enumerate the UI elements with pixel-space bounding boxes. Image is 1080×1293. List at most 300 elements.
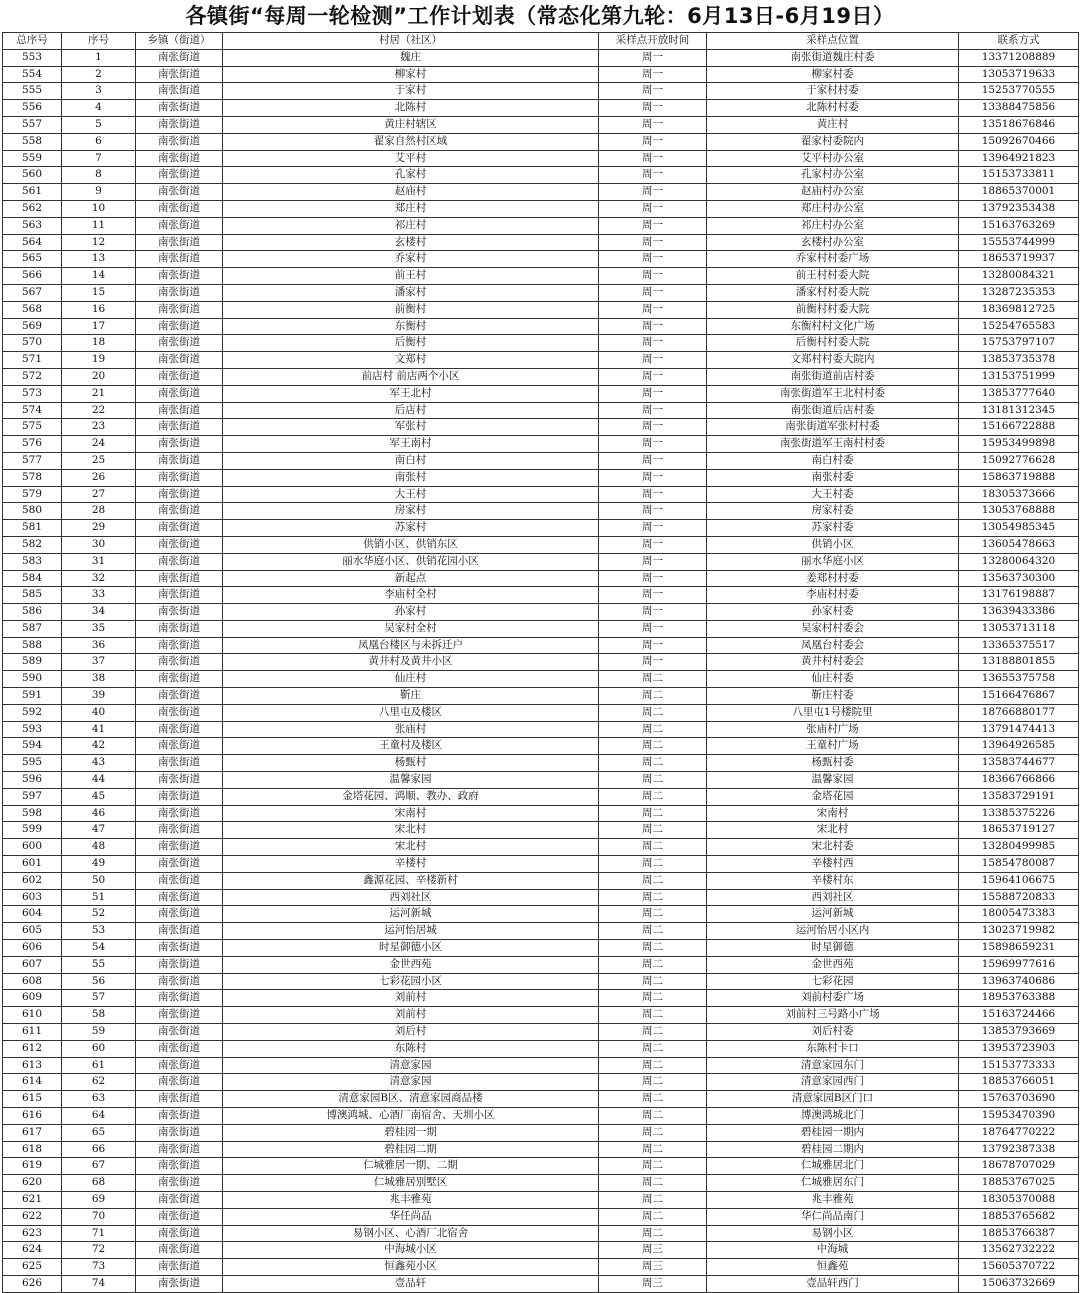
contact-cell: 13053713118 — [959, 620, 1079, 637]
total-index-cell: 618 — [3, 1141, 62, 1158]
open-time-cell: 周二 — [599, 1191, 707, 1208]
location-cell: 八里屯1号楼院里 — [707, 704, 959, 721]
contact-cell: 13853793669 — [959, 1024, 1079, 1041]
index-cell: 73 — [62, 1259, 136, 1276]
village-cell: 碧桂园一期 — [223, 1124, 599, 1141]
town-cell: 南张街道 — [136, 217, 223, 234]
open-time-cell: 周二 — [599, 973, 707, 990]
village-cell: 中海城小区 — [223, 1242, 599, 1259]
contact-cell: 18305370088 — [959, 1191, 1079, 1208]
open-time-cell: 周二 — [599, 872, 707, 889]
open-time-cell: 周二 — [599, 738, 707, 755]
total-index-cell: 611 — [3, 1024, 62, 1041]
village-cell: 黄庄村辖区 — [223, 116, 599, 133]
town-cell: 南张街道 — [136, 1007, 223, 1024]
location-cell: 南张街道军王南村村委 — [707, 436, 959, 453]
total-index-cell: 559 — [3, 150, 62, 167]
location-cell: 凤凰台村委会 — [707, 637, 959, 654]
village-cell: 清意家园 — [223, 1074, 599, 1091]
open-time-cell: 周一 — [599, 234, 707, 251]
index-cell: 70 — [62, 1208, 136, 1225]
location-cell: 南张街道军张村村委 — [707, 419, 959, 436]
town-cell: 南张街道 — [136, 1275, 223, 1292]
contact-cell: 18366766866 — [959, 772, 1079, 789]
total-index-cell: 605 — [3, 923, 62, 940]
index-cell: 33 — [62, 587, 136, 604]
contact-cell: 13853735378 — [959, 352, 1079, 369]
contact-cell: 13371208889 — [959, 49, 1079, 66]
index-cell: 15 — [62, 284, 136, 301]
table-row — [3, 251, 1079, 268]
index-cell: 52 — [62, 906, 136, 923]
location-cell: 恒鑫苑 — [707, 1259, 959, 1276]
open-time-cell: 周二 — [599, 856, 707, 873]
total-index-cell: 573 — [3, 385, 62, 402]
table-row — [3, 1007, 1079, 1024]
village-cell: 东衡村 — [223, 318, 599, 335]
open-time-cell: 周二 — [599, 839, 707, 856]
total-index-cell: 582 — [3, 536, 62, 553]
location-cell: 王童村广场 — [707, 738, 959, 755]
total-index-cell: 568 — [3, 301, 62, 318]
town-cell: 南张街道 — [136, 1141, 223, 1158]
open-time-cell: 周一 — [599, 553, 707, 570]
open-time-cell: 周二 — [599, 704, 707, 721]
location-cell: 吴家村村委会 — [707, 620, 959, 637]
contact-cell: 13563730300 — [959, 570, 1079, 587]
town-cell: 南张街道 — [136, 536, 223, 553]
schedule-table — [2, 32, 1079, 1293]
index-cell: 9 — [62, 184, 136, 201]
town-cell: 南张街道 — [136, 1091, 223, 1108]
total-index-cell: 586 — [3, 604, 62, 621]
village-cell: 时星御德小区 — [223, 940, 599, 957]
open-time-cell: 周三 — [599, 1242, 707, 1259]
total-index-cell: 615 — [3, 1091, 62, 1108]
town-cell: 南张街道 — [136, 553, 223, 570]
index-cell: 45 — [62, 788, 136, 805]
table-row — [3, 1040, 1079, 1057]
location-cell: 孙家村委 — [707, 604, 959, 621]
open-time-cell: 周一 — [599, 486, 707, 503]
village-cell: 李庙村全村 — [223, 587, 599, 604]
index-cell: 24 — [62, 436, 136, 453]
total-index-cell: 556 — [3, 100, 62, 117]
index-cell: 18 — [62, 335, 136, 352]
open-time-cell: 周二 — [599, 755, 707, 772]
index-cell: 8 — [62, 167, 136, 184]
header-town: 乡镇（街道） — [136, 33, 223, 50]
index-cell: 7 — [62, 150, 136, 167]
town-cell: 南张街道 — [136, 1242, 223, 1259]
index-cell: 61 — [62, 1057, 136, 1074]
location-cell: 前衡村村委大院 — [707, 301, 959, 318]
village-cell: 华任尚品 — [223, 1208, 599, 1225]
index-cell: 64 — [62, 1108, 136, 1125]
town-cell: 南张街道 — [136, 923, 223, 940]
table-row — [3, 100, 1079, 117]
table-row — [3, 452, 1079, 469]
table-row — [3, 200, 1079, 217]
location-cell: 清意家园B区门口 — [707, 1091, 959, 1108]
location-cell: 仙庄村委 — [707, 671, 959, 688]
open-time-cell: 周一 — [599, 570, 707, 587]
open-time-cell: 周二 — [599, 1141, 707, 1158]
index-cell: 3 — [62, 83, 136, 100]
index-cell: 16 — [62, 301, 136, 318]
total-index-cell: 561 — [3, 184, 62, 201]
contact-cell: 15254765583 — [959, 318, 1079, 335]
index-cell: 27 — [62, 486, 136, 503]
village-cell: 赵庙村 — [223, 184, 599, 201]
total-index-cell: 574 — [3, 402, 62, 419]
open-time-cell: 周一 — [599, 385, 707, 402]
contact-cell: 15166722888 — [959, 419, 1079, 436]
open-time-cell: 周二 — [599, 956, 707, 973]
index-cell: 31 — [62, 553, 136, 570]
table-row — [3, 654, 1079, 671]
index-cell: 5 — [62, 116, 136, 133]
open-time-cell: 周二 — [599, 788, 707, 805]
contact-cell: 13953723903 — [959, 1040, 1079, 1057]
table-row — [3, 436, 1079, 453]
table-row — [3, 990, 1079, 1007]
village-cell: 乔家村 — [223, 251, 599, 268]
total-index-cell: 564 — [3, 234, 62, 251]
total-index-cell: 560 — [3, 167, 62, 184]
contact-cell: 13023719982 — [959, 923, 1079, 940]
table-row — [3, 755, 1079, 772]
contact-cell: 13176198887 — [959, 587, 1079, 604]
table-row — [3, 620, 1079, 637]
village-cell: 郑庄村 — [223, 200, 599, 217]
index-cell: 38 — [62, 671, 136, 688]
town-cell: 南张街道 — [136, 1259, 223, 1276]
total-index-cell: 580 — [3, 503, 62, 520]
contact-cell: 13054985345 — [959, 520, 1079, 537]
village-cell: 仙庄村 — [223, 671, 599, 688]
contact-cell: 13792387338 — [959, 1141, 1079, 1158]
village-cell: 后店村 — [223, 402, 599, 419]
total-index-cell: 620 — [3, 1175, 62, 1192]
total-index-cell: 607 — [3, 956, 62, 973]
total-index-cell: 625 — [3, 1259, 62, 1276]
town-cell: 南张街道 — [136, 234, 223, 251]
total-index-cell: 609 — [3, 990, 62, 1007]
total-index-cell: 554 — [3, 66, 62, 83]
contact-cell: 18653719127 — [959, 822, 1079, 839]
index-cell: 23 — [62, 419, 136, 436]
contact-cell: 18853767025 — [959, 1175, 1079, 1192]
table-row — [3, 1175, 1079, 1192]
contact-cell: 13562732222 — [959, 1242, 1079, 1259]
village-cell: 苏家村 — [223, 520, 599, 537]
contact-cell: 15588720833 — [959, 889, 1079, 906]
location-cell: 杨甄村委 — [707, 755, 959, 772]
open-time-cell: 周一 — [599, 133, 707, 150]
open-time-cell: 周一 — [599, 335, 707, 352]
village-cell: 黄井村及黄井小区 — [223, 654, 599, 671]
contact-cell: 13791474413 — [959, 721, 1079, 738]
index-cell: 74 — [62, 1275, 136, 1292]
contact-cell: 13053768888 — [959, 503, 1079, 520]
location-cell: 南张街道军王北村村委 — [707, 385, 959, 402]
open-time-cell: 周一 — [599, 100, 707, 117]
contact-cell: 15953499898 — [959, 436, 1079, 453]
village-cell: 碧桂园二期 — [223, 1141, 599, 1158]
index-cell: 57 — [62, 990, 136, 1007]
village-cell: 博澳鸿城、心酒厂南宿舍、天圳小区 — [223, 1108, 599, 1125]
total-index-cell: 626 — [3, 1275, 62, 1292]
index-cell: 12 — [62, 234, 136, 251]
total-index-cell: 558 — [3, 133, 62, 150]
village-cell: 辛楼村 — [223, 856, 599, 873]
total-index-cell: 553 — [3, 49, 62, 66]
town-cell: 南张街道 — [136, 1074, 223, 1091]
location-cell: 姜郑村村委 — [707, 570, 959, 587]
table-row — [3, 1124, 1079, 1141]
contact-cell: 18005473383 — [959, 906, 1079, 923]
village-cell: 刘前村 — [223, 990, 599, 1007]
total-index-cell: 565 — [3, 251, 62, 268]
town-cell: 南张街道 — [136, 805, 223, 822]
town-cell: 南张街道 — [136, 721, 223, 738]
total-index-cell: 601 — [3, 856, 62, 873]
location-cell: 博澳鸿城北门 — [707, 1108, 959, 1125]
open-time-cell: 周一 — [599, 83, 707, 100]
table-row — [3, 133, 1079, 150]
village-cell: 军王南村 — [223, 436, 599, 453]
total-index-cell: 566 — [3, 268, 62, 285]
town-cell: 南张街道 — [136, 385, 223, 402]
town-cell: 南张街道 — [136, 268, 223, 285]
town-cell: 南张街道 — [136, 654, 223, 671]
town-cell: 南张街道 — [136, 1191, 223, 1208]
village-cell: 张庙村 — [223, 721, 599, 738]
contact-cell: 15953470390 — [959, 1108, 1079, 1125]
contact-cell: 15063732669 — [959, 1275, 1079, 1292]
town-cell: 南张街道 — [136, 66, 223, 83]
location-cell: 清意家园东门 — [707, 1057, 959, 1074]
location-cell: 前王村村委大院 — [707, 268, 959, 285]
town-cell: 南张街道 — [136, 704, 223, 721]
total-index-cell: 583 — [3, 553, 62, 570]
location-cell: 李庙村村委 — [707, 587, 959, 604]
village-cell: 金塔花园、鸿顺、教办、政府 — [223, 788, 599, 805]
village-cell: 新起点 — [223, 570, 599, 587]
total-index-cell: 591 — [3, 688, 62, 705]
index-cell: 48 — [62, 839, 136, 856]
table-row — [3, 923, 1079, 940]
total-index-cell: 596 — [3, 772, 62, 789]
town-cell: 南张街道 — [136, 352, 223, 369]
open-time-cell: 周一 — [599, 368, 707, 385]
location-cell: 宋南村 — [707, 805, 959, 822]
index-cell: 19 — [62, 352, 136, 369]
index-cell: 56 — [62, 973, 136, 990]
village-cell: 运河新城 — [223, 906, 599, 923]
table-row — [3, 788, 1079, 805]
table-row — [3, 284, 1079, 301]
village-cell: 凤凰台楼区与未拆迁户 — [223, 637, 599, 654]
total-index-cell: 598 — [3, 805, 62, 822]
village-cell: 吴家村全村 — [223, 620, 599, 637]
total-index-cell: 616 — [3, 1108, 62, 1125]
open-time-cell: 周二 — [599, 1208, 707, 1225]
table-row — [3, 1108, 1079, 1125]
village-cell: 前衡村 — [223, 301, 599, 318]
town-cell: 南张街道 — [136, 620, 223, 637]
table-row — [3, 637, 1079, 654]
location-cell: 东衡村村文化广场 — [707, 318, 959, 335]
table-row — [3, 217, 1079, 234]
village-cell: 祁庄村 — [223, 217, 599, 234]
contact-cell: 13583729191 — [959, 788, 1079, 805]
open-time-cell: 周一 — [599, 268, 707, 285]
open-time-cell: 周一 — [599, 419, 707, 436]
table-row — [3, 486, 1079, 503]
location-cell: 金塔花园 — [707, 788, 959, 805]
village-cell: 丽水华庭小区、供销花园小区 — [223, 553, 599, 570]
village-cell: 恒鑫苑小区 — [223, 1259, 599, 1276]
total-index-cell: 619 — [3, 1158, 62, 1175]
open-time-cell: 周二 — [599, 990, 707, 1007]
town-cell: 南张街道 — [136, 318, 223, 335]
table-row — [3, 402, 1079, 419]
open-time-cell: 周二 — [599, 1007, 707, 1024]
location-cell: 南张街道魏庄村委 — [707, 49, 959, 66]
village-cell: 潘家村 — [223, 284, 599, 301]
table-row — [3, 536, 1079, 553]
total-index-cell: 579 — [3, 486, 62, 503]
index-cell: 51 — [62, 889, 136, 906]
index-cell: 72 — [62, 1242, 136, 1259]
open-time-cell: 周一 — [599, 604, 707, 621]
location-cell: 房家村委 — [707, 503, 959, 520]
table-row — [3, 368, 1079, 385]
location-cell: 仁城雅居北门 — [707, 1158, 959, 1175]
table-row — [3, 116, 1079, 133]
total-index-cell: 569 — [3, 318, 62, 335]
open-time-cell: 周一 — [599, 150, 707, 167]
village-cell: 西刘社区 — [223, 889, 599, 906]
town-cell: 南张街道 — [136, 100, 223, 117]
index-cell: 13 — [62, 251, 136, 268]
village-cell: 后衡村 — [223, 335, 599, 352]
contact-cell: 13518676846 — [959, 116, 1079, 133]
index-cell: 47 — [62, 822, 136, 839]
town-cell: 南张街道 — [136, 486, 223, 503]
location-cell: 于家村村委 — [707, 83, 959, 100]
open-time-cell: 周二 — [599, 1074, 707, 1091]
location-cell: 张庙村广场 — [707, 721, 959, 738]
location-cell: 温馨家园 — [707, 772, 959, 789]
contact-cell: 15753797107 — [959, 335, 1079, 352]
village-cell: 军张村 — [223, 419, 599, 436]
town-cell: 南张街道 — [136, 772, 223, 789]
location-cell: 后衡村村委大院 — [707, 335, 959, 352]
index-cell: 25 — [62, 452, 136, 469]
total-index-cell: 622 — [3, 1208, 62, 1225]
location-cell: 西刘社区 — [707, 889, 959, 906]
contact-cell: 15092670466 — [959, 133, 1079, 150]
open-time-cell: 周一 — [599, 654, 707, 671]
town-cell: 南张街道 — [136, 469, 223, 486]
town-cell: 南张街道 — [136, 788, 223, 805]
contact-cell: 13639433386 — [959, 604, 1079, 621]
total-index-cell: 562 — [3, 200, 62, 217]
index-cell: 54 — [62, 940, 136, 957]
town-cell: 南张街道 — [136, 688, 223, 705]
index-cell: 2 — [62, 66, 136, 83]
contact-cell: 13188801855 — [959, 654, 1079, 671]
town-cell: 南张街道 — [136, 1040, 223, 1057]
village-cell: 大王村 — [223, 486, 599, 503]
location-cell: 南张村委 — [707, 469, 959, 486]
village-cell: 供销小区、供销东区 — [223, 536, 599, 553]
open-time-cell: 周一 — [599, 217, 707, 234]
village-cell: 刘前村 — [223, 1007, 599, 1024]
contact-cell: 15863719888 — [959, 469, 1079, 486]
open-time-cell: 周一 — [599, 402, 707, 419]
index-cell: 63 — [62, 1091, 136, 1108]
open-time-cell: 周二 — [599, 805, 707, 822]
open-time-cell: 周一 — [599, 452, 707, 469]
index-cell: 53 — [62, 923, 136, 940]
table-row — [3, 973, 1079, 990]
total-index-cell: 587 — [3, 620, 62, 637]
index-cell: 46 — [62, 805, 136, 822]
index-cell: 32 — [62, 570, 136, 587]
open-time-cell: 周二 — [599, 671, 707, 688]
town-cell: 南张街道 — [136, 637, 223, 654]
page-title: 各镇街“每周一轮检测”工作计划表（常态化第九轮：6月13日-6月19日） — [185, 4, 895, 28]
town-cell: 南张街道 — [136, 503, 223, 520]
table-row — [3, 167, 1079, 184]
index-cell: 40 — [62, 704, 136, 721]
location-cell: 供销小区 — [707, 536, 959, 553]
contact-cell: 18853765682 — [959, 1208, 1079, 1225]
table-row — [3, 385, 1079, 402]
table-row — [3, 352, 1079, 369]
table-row — [3, 335, 1079, 352]
location-cell: 郑庄村办公室 — [707, 200, 959, 217]
contact-cell: 18369812725 — [959, 301, 1079, 318]
index-cell: 6 — [62, 133, 136, 150]
index-cell: 34 — [62, 604, 136, 621]
town-cell: 南张街道 — [136, 956, 223, 973]
open-time-cell: 周一 — [599, 49, 707, 66]
town-cell: 南张街道 — [136, 419, 223, 436]
total-index-cell: 603 — [3, 889, 62, 906]
total-index-cell: 581 — [3, 520, 62, 537]
open-time-cell: 周一 — [599, 301, 707, 318]
index-cell: 20 — [62, 368, 136, 385]
table-row — [3, 184, 1079, 201]
total-index-cell: 604 — [3, 906, 62, 923]
open-time-cell: 周二 — [599, 1091, 707, 1108]
table-row — [3, 688, 1079, 705]
location-cell: 南张街道后店村委 — [707, 402, 959, 419]
village-cell: 王童村及楼区 — [223, 738, 599, 755]
index-cell: 68 — [62, 1175, 136, 1192]
location-cell: 清意家园西门 — [707, 1074, 959, 1091]
table-row — [3, 419, 1079, 436]
table-row — [3, 738, 1079, 755]
village-cell: 壹品轩 — [223, 1275, 599, 1292]
village-cell: 翟家自然村区域 — [223, 133, 599, 150]
index-cell: 37 — [62, 654, 136, 671]
